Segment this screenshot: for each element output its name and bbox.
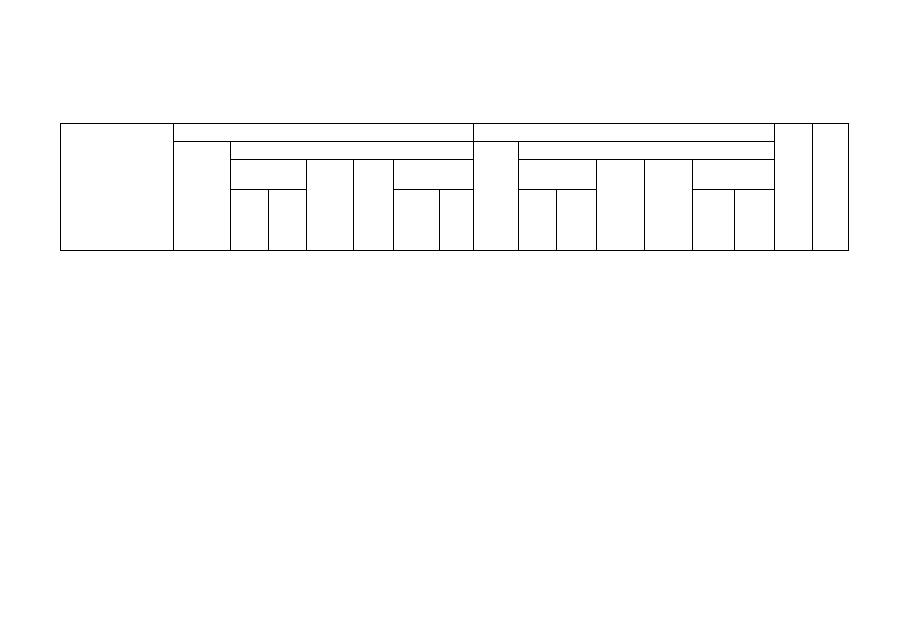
header-stock-young	[519, 160, 597, 190]
header-lands-middle	[307, 160, 354, 251]
header-lands-class1	[231, 190, 269, 251]
header-stock-mature	[693, 160, 775, 190]
header-stock-class1	[519, 190, 557, 251]
header-stock-maturing	[645, 160, 693, 251]
header-growth	[775, 124, 813, 251]
region-title	[60, 250, 848, 272]
header-lands-mature	[394, 160, 474, 190]
header-stock	[474, 124, 775, 142]
section-note	[60, 272, 848, 284]
header-lands	[174, 124, 474, 142]
header-lands-class2	[269, 190, 307, 251]
header-lands-mature-total	[394, 190, 440, 251]
header-stock-total	[474, 142, 519, 251]
header-stock-middle	[597, 160, 645, 251]
header-avg-age	[813, 124, 849, 251]
header-lands-young	[231, 160, 307, 190]
header-stock-by-age	[519, 142, 775, 160]
header-stock-incl-over	[735, 190, 775, 251]
header-species	[61, 124, 174, 251]
header-stock-mature-total	[693, 190, 735, 251]
header-lands-by-age	[231, 142, 474, 160]
header-lands-incl-over	[440, 190, 474, 251]
table-body	[60, 250, 848, 284]
header-stock-class2	[557, 190, 597, 251]
table-header	[60, 123, 849, 251]
header-lands-total	[174, 142, 231, 251]
header-lands-maturing	[354, 160, 394, 251]
